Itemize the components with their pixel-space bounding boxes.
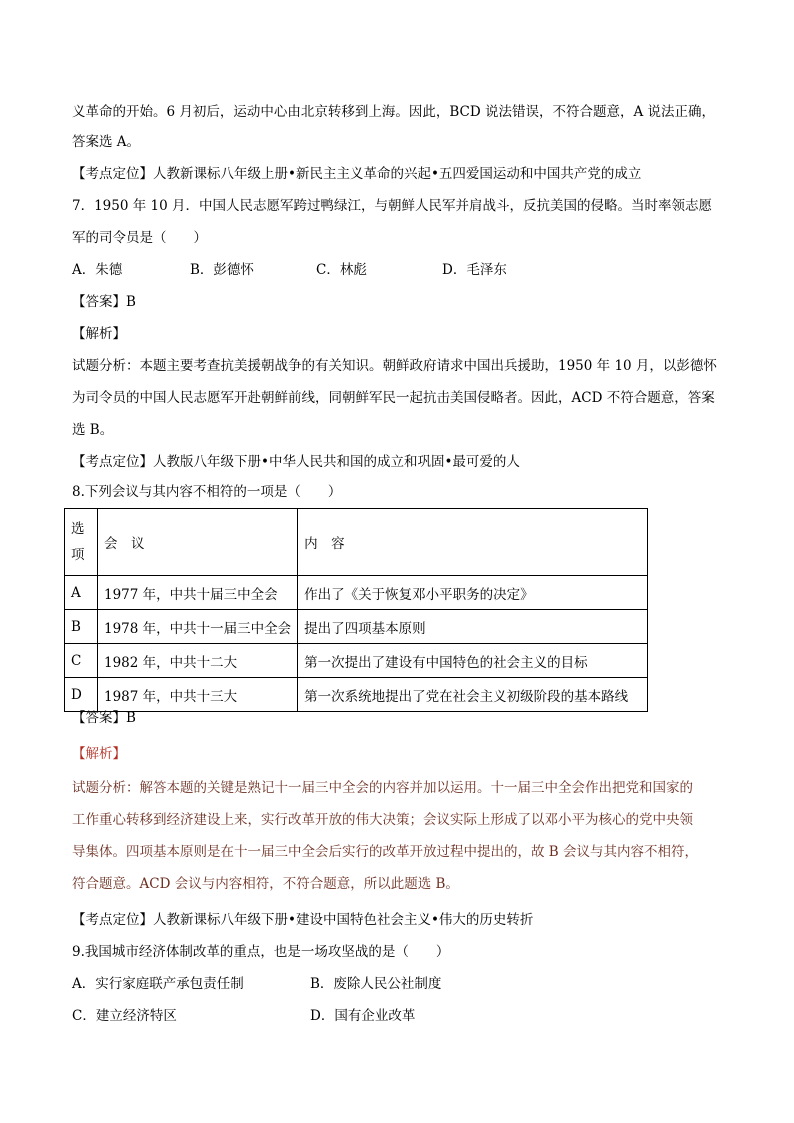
analysis-label: 【解析】 <box>72 326 126 342</box>
table-header-cell: 选项 <box>65 509 98 576</box>
analysis-text: 工作重心转移到经济建设上来，实行改革开放的伟大决策；会议实际上形成了以邓小平为核心的党中央领 <box>72 812 693 828</box>
q7-option-a: A．朱德 <box>72 262 123 278</box>
table-cell: 作出了《关于恢复邓小平职务的决定》 <box>298 576 648 610</box>
table-cell: 1977 年，中共十届三中全会 <box>98 576 298 610</box>
q7-option-d: D．毛泽东 <box>442 262 507 278</box>
table-cell: D <box>65 678 98 712</box>
question-7-text: 7．1950 年 10 月．中国人民志愿军跨过鸭绿江，与朝鲜人民军并肩战斗，反抗美国的侵略。当时率领志愿 <box>72 198 712 214</box>
analysis-text: 符合题意。ACD 会议与内容相符，不符合题意，所以此题选 B。 <box>72 876 459 892</box>
table-row <box>65 644 648 678</box>
table-cell: 第一次提出了建设有中国特色的社会主义的目标 <box>298 644 648 678</box>
table-cell: C <box>65 644 98 678</box>
meetings-table <box>64 508 648 712</box>
answer-label: 【答案】B <box>72 294 136 310</box>
table-cell: 提出了四项基本原则 <box>298 610 648 644</box>
key-point-label: 【考点定位】人教版八年级下册•中华人民共和国的成立和巩固•最可爱的人 <box>72 454 520 470</box>
table-header-cell: 内 容 <box>298 509 648 576</box>
analysis-text: 试题分析：解答本题的关键是熟记十一届三中全会的内容并加以运用。十一届三中全会作出把党和国家的 <box>72 780 693 796</box>
question-7-text: 军的司令员是（ ） <box>72 230 207 246</box>
analysis-label: 【解析】 <box>72 746 126 762</box>
paragraph-line: 答案选 A。 <box>72 134 141 150</box>
question-9-text: 9.我国城市经济体制改革的重点，也是一场攻坚战的是（ ） <box>72 944 450 960</box>
table-row <box>65 610 648 644</box>
table-cell: 1987 年，中共十三大 <box>98 678 298 712</box>
paragraph-line: 义革命的开始。6 月初后，运动中心由北京转移到上海。因此，BCD 说法错误，不符合题意，A 说法正确， <box>72 104 716 120</box>
table-cell: B <box>65 610 98 644</box>
table-cell: 1978 年，中共十一届三中全会 <box>98 610 298 644</box>
table-cell: A <box>65 576 98 610</box>
question-8-text: 8.下列会议与其内容不相符的一项是（ ） <box>72 484 342 500</box>
q9-option-d: D．国有企业改革 <box>310 1008 416 1024</box>
key-point-label: 【考点定位】人教新课标八年级下册•建设中国特色社会主义•伟大的历史转折 <box>72 912 534 928</box>
answer-label: 【答案】B <box>72 710 136 726</box>
analysis-text: 为司令员的中国人民志愿军开赴朝鲜前线，同朝鲜军民一起抗击美国侵略者。因此，ACD 不符合题意，答案 <box>72 390 715 406</box>
analysis-text: 选 B。 <box>72 422 114 438</box>
q9-option-b: B．废除人民公社制度 <box>310 976 442 992</box>
table-header-row <box>65 509 648 576</box>
q9-option-a: A．实行家庭联产承包责任制 <box>72 976 244 992</box>
q7-option-b: B．彭德怀 <box>190 262 254 278</box>
table-header-cell: 会 议 <box>98 509 298 576</box>
table-row <box>65 678 648 712</box>
table-row <box>65 576 648 610</box>
table-cell: 第一次系统地提出了党在社会主义初级阶段的基本路线 <box>298 678 648 712</box>
analysis-text: 试题分析：本题主要考查抗美援朝战争的有关知识。朝鲜政府请求中国出兵援助，1950 年 10 月，以彭德怀 <box>72 358 717 374</box>
q7-option-c: C．林彪 <box>316 262 367 278</box>
analysis-text: 导集体。四项基本原则是在十一届三中全会后实行的改革开放过程中提出的，故 B 会议与其内容不相符， <box>72 844 699 860</box>
key-point-label: 【考点定位】人教新课标八年级上册•新民主主义革命的兴起•五四爱国运动和中国共产党的成立 <box>72 166 642 182</box>
table-cell: 1982 年，中共十二大 <box>98 644 298 678</box>
q9-option-c: C．建立经济特区 <box>72 1008 177 1024</box>
